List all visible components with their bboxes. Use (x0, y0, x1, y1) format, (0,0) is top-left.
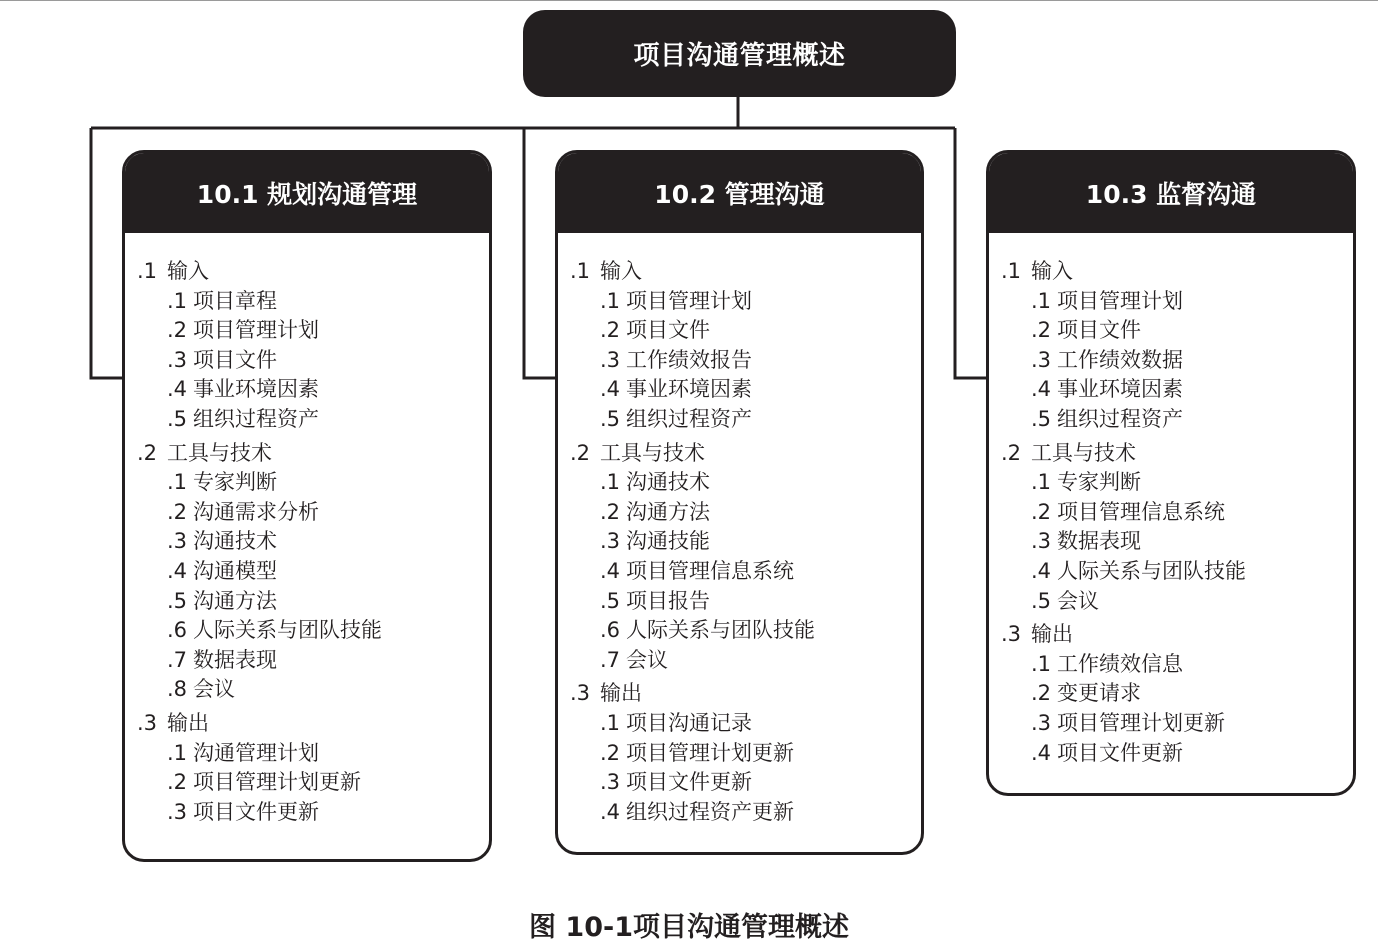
item-label: 数据表现 (1057, 529, 1141, 554)
list-item (1001, 557, 1353, 587)
item-number: .1 (1031, 470, 1052, 495)
connector-10-3 (955, 128, 988, 378)
list-item (570, 468, 921, 498)
item-label: 数据表现 (193, 647, 277, 672)
item-label: 人际关系与团队技能 (626, 618, 815, 643)
group-outputs (137, 709, 489, 827)
group-tools-techniques (1001, 439, 1353, 617)
diagram-title: 项目沟通管理概述 (633, 41, 846, 71)
figure-caption: 图 10-1项目沟通管理概述 (529, 912, 849, 943)
connector-10-2 (524, 128, 557, 378)
item-number: .4 (1031, 740, 1052, 765)
item-number: .5 (600, 588, 621, 613)
item-number: .2 (600, 499, 621, 524)
list-item (570, 498, 921, 528)
group-label: 工具与技术 (600, 440, 705, 465)
group-title (137, 709, 489, 739)
item-number: .2 (1031, 499, 1052, 524)
item-number: .3 (600, 770, 621, 795)
item-label: 人际关系与团队技能 (193, 618, 382, 643)
list-item (570, 646, 921, 676)
item-label: 项目文件更新 (193, 799, 319, 824)
item-label: 项目文件更新 (626, 770, 752, 795)
item-number: .5 (600, 406, 621, 431)
list-item (570, 527, 921, 557)
item-number: .1 (167, 288, 188, 313)
item-number: .4 (167, 558, 188, 583)
group-title (1001, 257, 1353, 287)
item-number: .4 (600, 558, 621, 583)
item-label: 专家判断 (193, 470, 277, 495)
group-title (1001, 439, 1353, 469)
process-header (558, 153, 921, 233)
item-label: 项目文件 (193, 347, 277, 372)
item-number: .2 (167, 770, 188, 795)
item-number: .3 (167, 799, 188, 824)
process-header (125, 153, 489, 233)
group-label: 输出 (1031, 622, 1073, 647)
item-number: .1 (600, 288, 621, 313)
item-number: .2 (1031, 681, 1052, 706)
list-item (570, 709, 921, 739)
item-number: .2 (1031, 318, 1052, 343)
process-body (558, 233, 921, 827)
list-item (137, 527, 489, 557)
group-title (1001, 620, 1353, 650)
item-number: .4 (600, 799, 621, 824)
item-label: 会议 (193, 677, 235, 702)
item-number: .2 (600, 318, 621, 343)
item-number: .3 (167, 529, 188, 554)
item-number: .4 (1031, 377, 1052, 402)
list-item (1001, 650, 1353, 680)
item-number: .2 (167, 499, 188, 524)
item-label: 项目管理计划 (626, 288, 752, 313)
item-label: 项目文件更新 (1057, 740, 1183, 765)
group-number: .2 (1001, 440, 1022, 465)
process-body (989, 233, 1353, 768)
item-label: 项目文件 (1057, 318, 1141, 343)
group-number: .3 (137, 710, 158, 735)
item-label: 项目沟通记录 (626, 710, 752, 735)
list-item (1001, 527, 1353, 557)
group-number: .2 (570, 440, 591, 465)
process-title: 10.1 规划沟通管理 (196, 180, 418, 209)
item-label: 会议 (1057, 588, 1099, 613)
item-label: 沟通方法 (193, 588, 277, 613)
group-label: 输出 (600, 681, 642, 706)
group-outputs (570, 679, 921, 827)
item-number: .5 (1031, 406, 1052, 431)
item-label: 项目管理信息系统 (1057, 499, 1225, 524)
item-label: 项目管理计划更新 (193, 770, 361, 795)
item-number: .5 (1031, 588, 1052, 613)
item-number: .5 (167, 406, 188, 431)
list-item (137, 287, 489, 317)
item-number: .1 (167, 470, 188, 495)
process-body (125, 233, 489, 827)
item-number: .3 (1031, 710, 1052, 735)
diagram-title-box (523, 10, 956, 97)
item-label: 专家判断 (1057, 470, 1141, 495)
item-number: .3 (1031, 529, 1052, 554)
item-label: 项目管理计划更新 (626, 740, 794, 765)
group-number: .1 (1001, 259, 1022, 283)
group-label: 输出 (167, 710, 209, 735)
item-label: 沟通技术 (626, 470, 710, 495)
item-number: .1 (600, 470, 621, 495)
item-number: .7 (167, 647, 188, 672)
item-number: .1 (600, 710, 621, 735)
group-title (570, 257, 921, 287)
list-item (1001, 405, 1353, 435)
process-title: 10.2 管理沟通 (654, 180, 825, 209)
list-item (570, 316, 921, 346)
item-number: .3 (600, 529, 621, 554)
group-number: .2 (137, 440, 158, 465)
process-header (989, 153, 1353, 233)
connector-10-1 (91, 128, 124, 378)
group-label: 输入 (600, 259, 642, 283)
group-label: 输入 (1031, 259, 1073, 283)
list-item (137, 557, 489, 587)
item-label: 沟通模型 (193, 558, 277, 583)
list-item (570, 768, 921, 798)
process-box-10-3 (986, 150, 1356, 796)
item-label: 工作绩效信息 (1057, 651, 1183, 676)
list-item (137, 375, 489, 405)
list-item (570, 557, 921, 587)
item-label: 沟通技能 (626, 529, 710, 554)
group-inputs (137, 257, 489, 435)
list-item (137, 616, 489, 646)
item-label: 组织过程资产 (193, 406, 319, 431)
item-label: 变更请求 (1057, 681, 1141, 706)
group-inputs (1001, 257, 1353, 435)
list-item (1001, 739, 1353, 769)
item-label: 项目文件 (626, 318, 710, 343)
item-label: 会议 (626, 647, 668, 672)
item-number: .7 (600, 647, 621, 672)
group-title (570, 679, 921, 709)
list-item (1001, 346, 1353, 376)
list-item (137, 798, 489, 828)
item-number: .4 (1031, 558, 1052, 583)
item-number: .3 (167, 347, 188, 372)
item-label: 项目章程 (193, 288, 277, 313)
group-title (137, 439, 489, 469)
item-number: .5 (167, 588, 188, 613)
item-number: .4 (600, 377, 621, 402)
item-number: .1 (167, 740, 188, 765)
item-label: 项目管理计划 (193, 318, 319, 343)
item-label: 项目管理计划 (1057, 288, 1183, 313)
list-item (137, 316, 489, 346)
item-label: 沟通管理计划 (193, 740, 319, 765)
group-number: .1 (570, 259, 591, 283)
list-item (137, 768, 489, 798)
item-label: 工作绩效报告 (626, 347, 752, 372)
group-title (570, 439, 921, 469)
process-title: 10.3 监督沟通 (1085, 180, 1257, 209)
group-number: .1 (137, 259, 158, 283)
list-item (1001, 316, 1353, 346)
item-number: .8 (167, 677, 188, 702)
item-number: .3 (600, 347, 621, 372)
list-item (570, 587, 921, 617)
group-tools-techniques (137, 439, 489, 705)
list-item (570, 798, 921, 828)
item-label: 事业环境因素 (1057, 377, 1183, 402)
list-item (137, 346, 489, 376)
list-item (1001, 679, 1353, 709)
list-item (137, 498, 489, 528)
list-item (137, 468, 489, 498)
item-label: 事业环境因素 (626, 377, 752, 402)
item-label: 组织过程资产更新 (626, 799, 794, 824)
list-item (570, 346, 921, 376)
list-item (570, 739, 921, 769)
item-number: .4 (167, 377, 188, 402)
group-outputs (1001, 620, 1353, 768)
list-item (137, 405, 489, 435)
item-number: .6 (167, 618, 188, 643)
item-number: .2 (600, 740, 621, 765)
item-number: .3 (1031, 347, 1052, 372)
process-box-10-2 (555, 150, 924, 855)
list-item (1001, 468, 1353, 498)
item-label: 项目管理信息系统 (626, 558, 794, 583)
list-item (1001, 709, 1353, 739)
item-label: 工作绩效数据 (1057, 347, 1183, 372)
list-item (137, 739, 489, 769)
item-label: 人际关系与团队技能 (1057, 558, 1246, 583)
process-box-10-1 (122, 150, 492, 862)
list-item (137, 646, 489, 676)
group-label: 工具与技术 (167, 440, 272, 465)
list-item (570, 375, 921, 405)
item-label: 项目管理计划更新 (1057, 710, 1225, 735)
group-label: 输入 (167, 259, 209, 283)
item-number: .1 (1031, 651, 1052, 676)
list-item (1001, 287, 1353, 317)
group-title (137, 257, 489, 287)
item-label: 沟通技术 (193, 529, 277, 554)
item-label: 组织过程资产 (626, 406, 752, 431)
item-label: 沟通需求分析 (193, 499, 319, 524)
item-label: 项目报告 (626, 588, 710, 613)
list-item (1001, 587, 1353, 617)
item-label: 沟通方法 (626, 499, 710, 524)
group-inputs (570, 257, 921, 435)
group-number: .3 (1001, 622, 1022, 647)
item-number: .2 (167, 318, 188, 343)
list-item (570, 287, 921, 317)
list-item (137, 587, 489, 617)
group-label: 工具与技术 (1031, 440, 1136, 465)
list-item (1001, 498, 1353, 528)
group-number: .3 (570, 681, 591, 706)
item-label: 组织过程资产 (1057, 406, 1183, 431)
group-tools-techniques (570, 439, 921, 676)
item-number: .6 (600, 618, 621, 643)
list-item (570, 616, 921, 646)
list-item (1001, 375, 1353, 405)
list-item (137, 675, 489, 705)
list-item (570, 405, 921, 435)
item-label: 事业环境因素 (193, 377, 319, 402)
item-number: .1 (1031, 288, 1052, 313)
